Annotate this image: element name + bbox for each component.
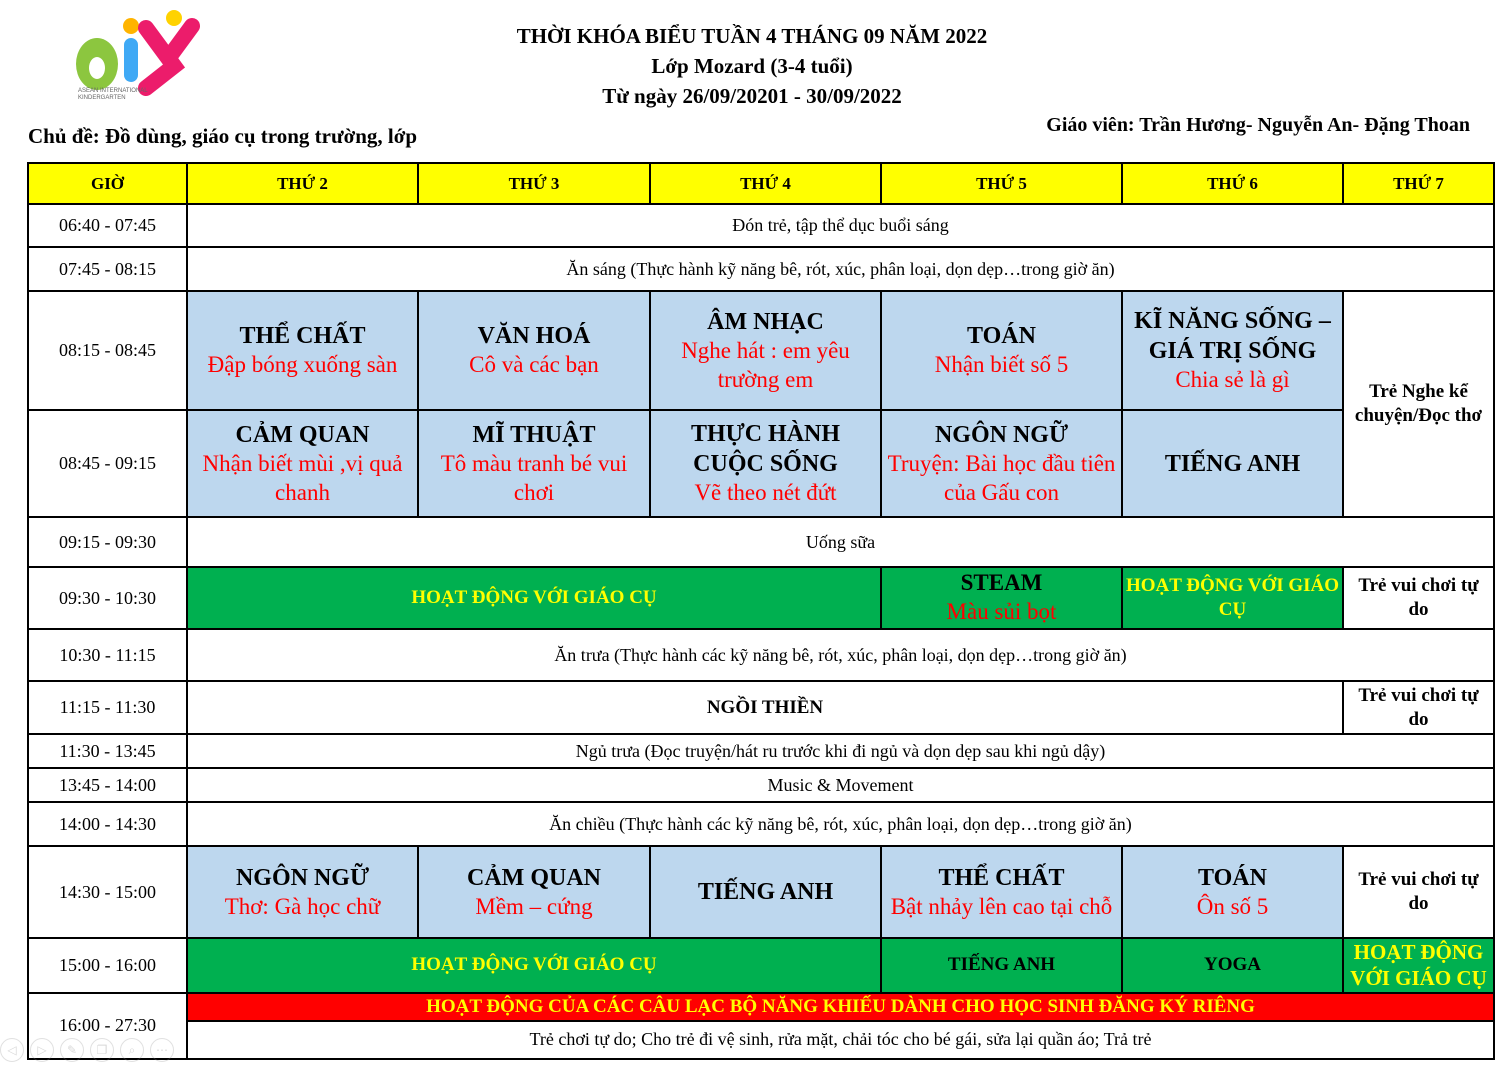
lesson-cell: [881, 410, 1122, 517]
col-header-sat: THỨ 7: [1343, 163, 1494, 204]
time-cell: 11:30 - 13:45: [28, 734, 187, 768]
lesson-cell: [418, 291, 650, 410]
lesson-cell: [881, 846, 1122, 938]
montessori-activity-cell: HOẠT ĐỘNG VỚI GIÁO CỤ: [1343, 938, 1494, 993]
col-header-mon: THỨ 2: [187, 163, 418, 204]
col-header-wed: THỨ 4: [650, 163, 881, 204]
table-row: [28, 938, 1494, 993]
lesson-subject: NGÔN NGỮ: [235, 864, 370, 891]
lesson-cell: [418, 410, 650, 517]
lesson-cell: [1122, 410, 1343, 517]
lesson-cell: [650, 846, 881, 938]
lesson-detail: Thơ: Gà học chữ: [224, 893, 381, 919]
lesson-cell: [650, 291, 881, 410]
table-row: [28, 681, 1494, 734]
time-cell: 14:30 - 15:00: [28, 846, 187, 938]
lesson-subject: STEAM: [960, 570, 1043, 596]
lesson-subject: THỂ CHẤT: [239, 323, 366, 350]
lesson-cell: [1122, 291, 1343, 410]
col-header-fri: THỨ 6: [1122, 163, 1343, 204]
time-cell: 08:45 - 09:15: [28, 410, 187, 517]
lesson-subject: ÂM NHẠC: [707, 308, 824, 335]
time-cell: 07:45 - 08:15: [28, 247, 187, 291]
lesson-detail: Nhận biết mùi ,vị quả chanh: [202, 450, 403, 505]
play-icon[interactable]: ▷: [30, 1038, 54, 1062]
lesson-subject: TOÁN: [967, 323, 1036, 350]
lesson-subject: MĨ THUẬT: [472, 421, 596, 448]
table-row: [28, 410, 1494, 517]
time-cell: 16:00 - 27:30: [28, 993, 187, 1059]
schedule-title: THỜI KHÓA BIỂU TUẦN 4 THÁNG 09 NĂM 2022: [516, 24, 988, 48]
time-cell: 13:45 - 14:00: [28, 768, 187, 802]
time-cell: 14:00 - 14:30: [28, 802, 187, 846]
logo-caption-bottom: KINDERGARTEN: [78, 95, 126, 100]
activity-cell: Music & Movement: [187, 768, 1494, 802]
lesson-detail: Nghe hát : em yêu trường em: [681, 337, 850, 392]
zoom-icon[interactable]: ⌕: [120, 1038, 144, 1062]
time-cell: 15:00 - 16:00: [28, 938, 187, 993]
col-header-time: GIỜ: [28, 163, 187, 204]
club-activity-bar: HOẠT ĐỘNG CỦA CÁC CÂU LẠC BỘ NĂNG KHIẾU DÀNH CHO HỌC SINH ĐĂNG KÝ RIÊNG: [187, 993, 1494, 1021]
activity-cell: Ăn sáng (Thực hành kỹ năng bê, rót, xúc, phân loại, dọn dẹp…trong giờ ăn): [187, 247, 1494, 291]
table-row: [28, 734, 1494, 768]
table-row: [28, 567, 1494, 629]
table-row: [28, 768, 1494, 802]
header-row: [28, 163, 1494, 204]
free-play-cell: Trẻ vui chơi tự do: [1343, 681, 1494, 734]
lesson-subject: THỰC HÀNH CUỘC SỐNG: [690, 421, 841, 478]
lesson-cell: [187, 410, 418, 517]
class-line: Lớp Mozard (3-4 tuổi): [651, 54, 853, 78]
montessori-activity-cell: HOẠT ĐỘNG VỚI GIÁO CỤ: [1122, 567, 1343, 629]
table-row: [28, 993, 1494, 1021]
yoga-cell: YOGA: [1122, 938, 1343, 993]
lesson-detail: Vẽ theo nét đứt: [694, 480, 837, 506]
montessori-activity-cell: HOẠT ĐỘNG VỚI GIÁO CỤ: [187, 567, 881, 629]
lesson-detail: Chia sẻ là gì: [1175, 367, 1290, 393]
table-row: [28, 1021, 1494, 1059]
meditation-cell: NGỒI THIỀN: [187, 681, 1343, 734]
date-line: Từ ngày 26/09/20201 - 30/09/2022: [602, 84, 902, 108]
time-cell: 08:15 - 08:45: [28, 291, 187, 410]
table-row: [28, 846, 1494, 938]
activity-cell: Uống sữa: [187, 517, 1494, 567]
saturday-story-cell: Trẻ Nghe kể chuyện/Đọc thơ: [1343, 291, 1494, 517]
lesson-detail: Tô màu tranh bé vui chơi: [440, 450, 628, 505]
lesson-subject: THỂ CHẤT: [938, 864, 1065, 891]
lesson-cell: [1122, 846, 1343, 938]
lesson-cell: [881, 291, 1122, 410]
activity-cell: Trẻ chơi tự do; Cho trẻ đi vệ sinh, rửa mặt, chải tóc cho bé gái, sửa lại quần áo; Trả trẻ: [187, 1021, 1494, 1059]
table-row: [28, 629, 1494, 681]
teacher-line: Giáo viên: Trần Hương- Nguyễn An- Đặng Thoan: [1046, 114, 1470, 136]
lesson-subject: TOÁN: [1198, 864, 1267, 891]
table-row: [28, 802, 1494, 846]
time-cell: 09:30 - 10:30: [28, 567, 187, 629]
viewer-toolbar: [0, 1038, 230, 1064]
time-cell: 10:30 - 11:15: [28, 629, 187, 681]
copy-icon[interactable]: ❐: [90, 1038, 114, 1062]
logo-caption-top: ASEAN INTERNATIONAL: [78, 88, 148, 94]
activity-cell: Đón trẻ, tập thể dục buổi sáng: [187, 204, 1494, 247]
lesson-detail: Bật nhảy lên cao tại chỗ: [890, 893, 1113, 919]
lesson-detail: Truyện: Bài học đầu tiên của Gấu con: [887, 450, 1116, 505]
montessori-activity-cell: HOẠT ĐỘNG VỚI GIÁO CỤ: [187, 938, 881, 993]
lesson-detail: Mềm – cứng: [475, 893, 593, 919]
lesson-subject: KĨ NĂNG SỐNG – GIÁ TRỊ SỐNG: [1134, 308, 1331, 365]
free-play-cell: Trẻ vui chơi tự do: [1343, 846, 1494, 938]
activity-cell: Ăn trưa (Thực hành các kỹ năng bê, rót, xúc, phân loại, dọn dẹp…trong giờ ăn): [187, 629, 1494, 681]
time-cell: 11:15 - 11:30: [28, 681, 187, 734]
lesson-subject: CẢM QUAN: [467, 864, 601, 891]
lesson-detail: Nhận biết số 5: [934, 352, 1069, 378]
lesson-cell: [650, 410, 881, 517]
table-row: [28, 517, 1494, 567]
lesson-detail: Ôn số 5: [1196, 893, 1269, 919]
lesson-detail: Đập bóng xuống sàn: [207, 352, 398, 378]
time-cell: 06:40 - 07:45: [28, 204, 187, 247]
col-header-thu: THỨ 5: [881, 163, 1122, 204]
lesson-subject: NGÔN NGỮ: [934, 421, 1069, 448]
lesson-subject: CẢM QUAN: [235, 421, 370, 448]
table-row: [28, 291, 1494, 410]
english-cell: TIẾNG ANH: [881, 938, 1122, 993]
timetable: [27, 162, 1495, 1060]
col-header-tue: THỨ 3: [418, 163, 650, 204]
table-row: [28, 204, 1494, 247]
free-play-cell: Trẻ vui chơi tự do: [1343, 567, 1494, 629]
lesson-subject: TIẾNG ANH: [1164, 450, 1301, 477]
time-cell: 09:15 - 09:30: [28, 517, 187, 567]
lesson-cell: [187, 846, 418, 938]
lesson-cell: [418, 846, 650, 938]
table-row: [28, 247, 1494, 291]
edit-icon[interactable]: ✎: [60, 1038, 84, 1062]
activity-cell: Ngủ trưa (Đọc truyện/hát ru trước khi đi ngủ và dọn dẹp sau khi ngủ dậy): [187, 734, 1494, 768]
more-icon[interactable]: ⋯: [150, 1038, 174, 1062]
school-logo: [74, 8, 208, 100]
activity-cell: Ăn chiều (Thực hành các kỹ năng bê, rót, xúc, phân loại, dọn dẹp…trong giờ ăn): [187, 802, 1494, 846]
lesson-cell: [187, 291, 418, 410]
lesson-detail: Màu sủi bọt: [946, 599, 1057, 624]
back-icon[interactable]: ◁: [0, 1038, 24, 1062]
steam-cell: [881, 567, 1122, 629]
lesson-subject: TIẾNG ANH: [697, 879, 834, 905]
lesson-subject: VĂN HOÁ: [477, 323, 591, 350]
subject-line: Chủ đề: Đồ dùng, giáo cụ trong trường, lớp: [28, 124, 418, 148]
lesson-detail: Cô và các bạn: [469, 352, 599, 378]
